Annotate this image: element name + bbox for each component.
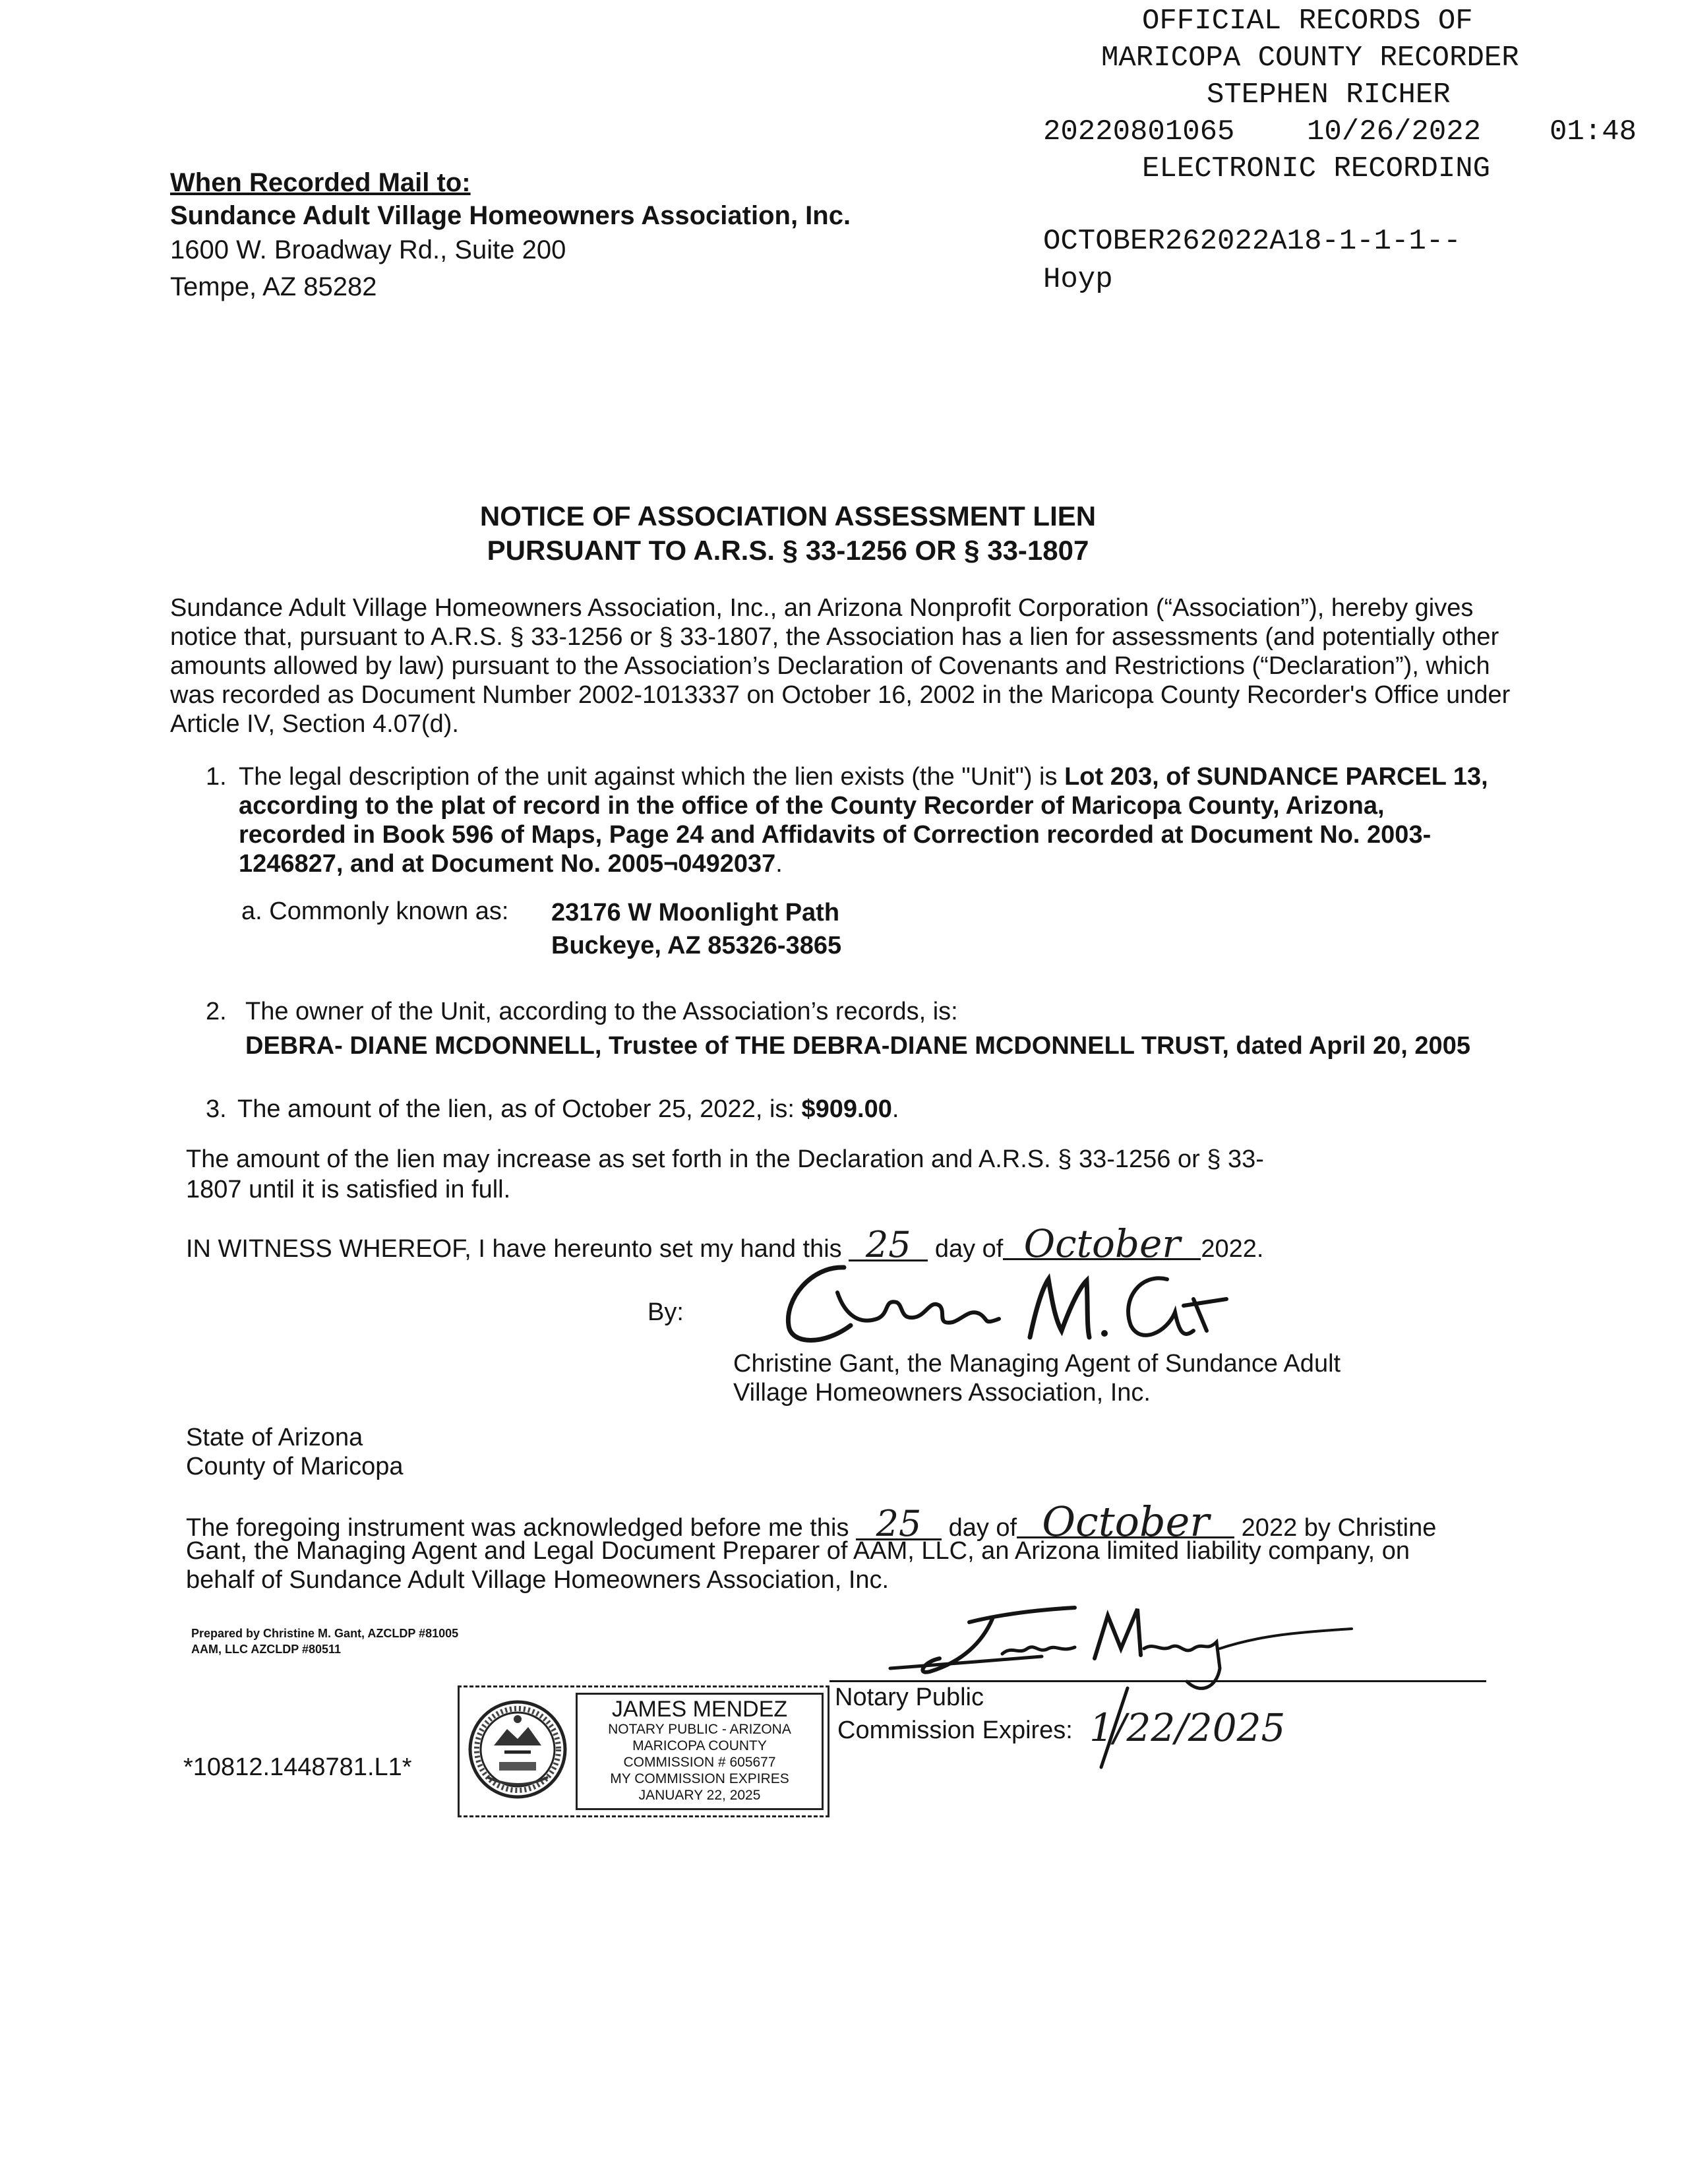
prepared-by-line2: AAM, LLC AZCLDP #80511	[191, 1643, 342, 1656]
acknowledgment-prefix: The foregoing instrument was acknowledged before me this	[186, 1514, 849, 1542]
signer-title-line2: Village Homeowners Association, Inc.	[733, 1379, 1151, 1407]
mail-to-address-line1: 1600 W. Broadway Rd., Suite 200	[170, 235, 566, 264]
increase-line2: 1807 until it is satisfied in full.	[186, 1176, 511, 1203]
item-3-lien-amount	[237, 1095, 899, 1124]
mail-to-address-line2: Tempe, AZ 85282	[170, 272, 377, 301]
item-1-document-line: 1246827, and at Document No. 2005¬0492037	[239, 850, 776, 878]
arizona-seal	[467, 1699, 568, 1800]
item-3-number: 3.	[206, 1095, 227, 1123]
prepared-by-line1: Prepared by Christine M. Gant, AZCLDP #81005	[191, 1627, 459, 1640]
recording-date: 10/26/2022	[1307, 115, 1482, 148]
recorder-office-line: OFFICIAL RECORDS OF	[1142, 5, 1473, 38]
notary-public-label: Notary Public	[835, 1684, 984, 1711]
witness-day-handwritten: 25	[849, 1230, 928, 1261]
intro-paragraph	[170, 593, 1588, 739]
acknowledgment-line2: Gant, the Managing Agent and Legal Document Preparer of AAM, LLC, an Arizona limited liability company, on	[186, 1537, 1410, 1565]
item-1a-label: a. Commonly known as:	[241, 897, 509, 925]
recording-batch-code: OCTOBER262022A18-1-1-1--	[1043, 225, 1461, 258]
property-city: Buckeye, AZ 85326-3865	[551, 932, 842, 959]
signature-by-label: By:	[648, 1298, 684, 1326]
mail-to-heading: When Recorded Mail to:	[170, 168, 471, 197]
item-1-period: .	[775, 850, 783, 878]
christine-gant-signature	[771, 1253, 1233, 1352]
notary-stamp-name: JAMES MENDEZ	[611, 1697, 788, 1722]
venue-county: County of Maricopa	[186, 1453, 404, 1480]
item-2-lead: The owner of the Unit, according to the Association’s records, is:	[245, 998, 958, 1025]
recorder-county-line: MARICOPA COUNTY RECORDER	[1101, 42, 1519, 75]
notary-stamp-expires-label: MY COMMISSION EXPIRES	[610, 1771, 789, 1786]
notary-signature-line	[829, 1680, 1486, 1682]
acknowledgment-year: 2022 by Christine	[1241, 1514, 1437, 1542]
acknowledgment-day-handwritten: 25	[856, 1509, 942, 1540]
item-1-number: 1.	[206, 763, 227, 791]
intro-line: Article IV, Section 4.07(d).	[170, 710, 459, 738]
recording-number: 20220801065	[1043, 115, 1235, 148]
item-1-lot: Lot 203, of SUNDANCE PARCEL 13,	[1064, 763, 1488, 791]
item-1-lead: The legal description of the unit against which the lien exists (the "Unit") is	[239, 763, 1065, 791]
witness-day-of: day of	[934, 1235, 1004, 1263]
notary-expiry-strokes	[1055, 1688, 1187, 1820]
intro-line: Sundance Adult Village Homeowners Association, Inc., an Arizona Nonprofit Corporation (“Association”), hereby gives	[170, 594, 1474, 622]
lien-amount: $909.00	[801, 1095, 892, 1123]
intro-line: amounts allowed by law) pursuant to the Association’s Declaration of Covenants and Restrictions (“Declaration”), which	[170, 652, 1490, 680]
recording-type: ELECTRONIC RECORDING	[1142, 152, 1491, 185]
recorder-name: STEPHEN RICHER	[1207, 78, 1451, 111]
signer-title-line1: Christine Gant, the Managing Agent of Sundance Adult	[733, 1350, 1341, 1378]
recording-clerk: Hoyp	[1043, 263, 1113, 296]
notary-stamp-title: NOTARY PUBLIC - ARIZONA	[608, 1722, 791, 1737]
unit-owner: DEBRA- DIANE MCDONNELL, Trustee of THE DEBRA-DIANE MCDONNELL TRUST, dated April 20, 2005	[245, 1032, 1470, 1060]
acknowledgment-line3: behalf of Sundance Adult Village Homeowners Association, Inc.	[186, 1566, 889, 1594]
item-3-lead: The amount of the lien, as of October 25, 2022, is:	[237, 1095, 802, 1123]
witness-year: 2022.	[1201, 1235, 1264, 1263]
property-street: 23176 W Moonlight Path	[551, 899, 840, 926]
item-2-number: 2.	[206, 998, 227, 1025]
witness-prefix: IN WITNESS WHEREOF, I have hereunto set my hand this	[186, 1235, 842, 1263]
notary-stamp-commission: COMMISSION # 605677	[623, 1755, 776, 1770]
notary-stamp	[458, 1685, 829, 1817]
increase-line1: The amount of the lien may increase as set forth in the Declaration and A.R.S. § 33-1256 or § 33-	[186, 1145, 1264, 1173]
document-title-line1: NOTICE OF ASSOCIATION ASSESSMENT LIEN	[479, 501, 1097, 531]
mail-to-name: Sundance Adult Village Homeowners Association, Inc.	[170, 201, 851, 230]
item-1-book-line: recorded in Book 596 of Maps, Page 24 and Affidavits of Correction recorded at Document No. 2003-	[239, 821, 1432, 849]
commission-expires-handwritten: 1/22/2025	[1089, 1705, 1286, 1750]
recording-time: 01:48	[1550, 115, 1637, 148]
acknowledgment-month-handwritten: October	[1017, 1507, 1234, 1538]
notary-stamp-text-box	[576, 1693, 824, 1810]
notary-stamp-county: MARICOPA COUNTY	[632, 1738, 767, 1753]
intro-line: notice that, pursuant to A.R.S. § 33-1256 or § 33-1807, the Association has a lien for assessments (and potentially other	[170, 623, 1499, 651]
item-1-legal-description	[239, 762, 1590, 878]
venue-state: State of Arizona	[186, 1424, 363, 1451]
document-title-line2: PURSUANT TO A.R.S. § 33-1256 OR § 33-1807	[487, 535, 1089, 566]
witness-month-handwritten: October	[1003, 1229, 1201, 1260]
commission-expires-label: Commission Expires:	[837, 1716, 1073, 1744]
reference-code: *10812.1448781.L1*	[183, 1753, 412, 1781]
item-3-period: .	[891, 1095, 899, 1123]
item-1-plat-line: according to the plat of record in the office of the County Recorder of Maricopa County, Arizona,	[239, 792, 1385, 820]
acknowledgment-day-of: day of	[948, 1514, 1017, 1542]
notary-stamp-expires-date: JANUARY 22, 2025	[638, 1788, 761, 1803]
intro-line: was recorded as Document Number 2002-1013337 on October 16, 2002 in the Maricopa County Recorder's Office under	[170, 681, 1511, 709]
